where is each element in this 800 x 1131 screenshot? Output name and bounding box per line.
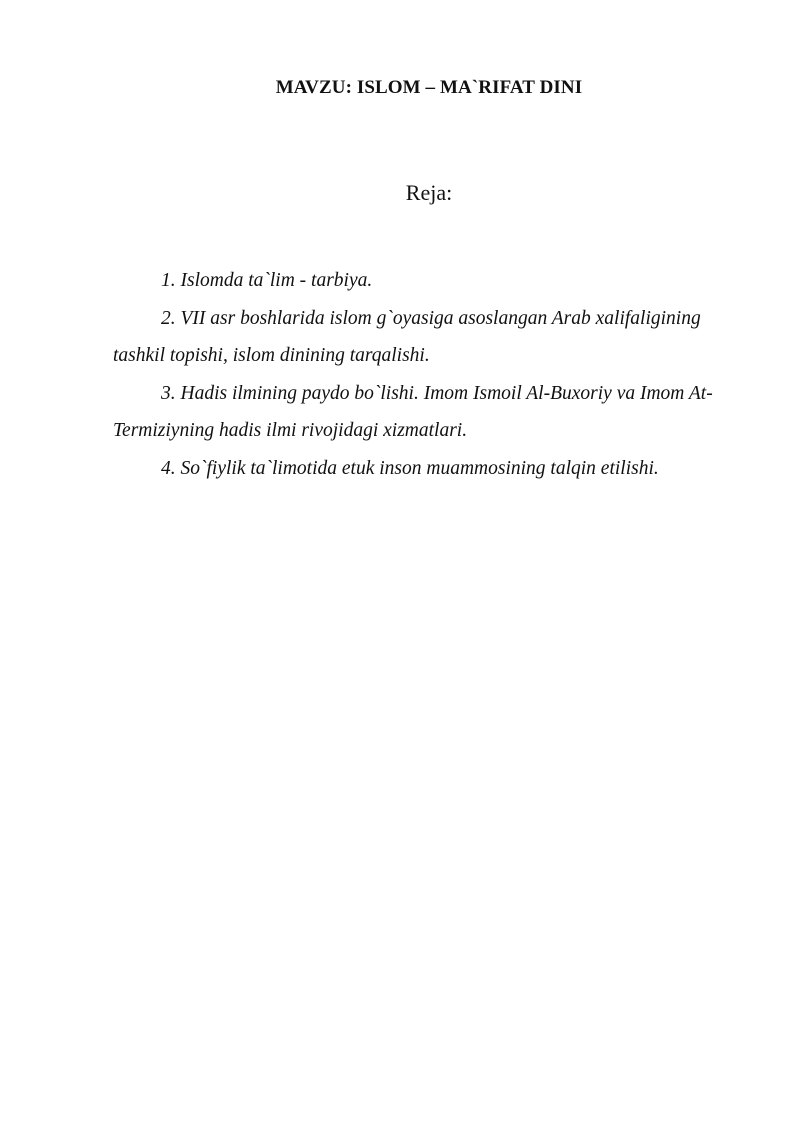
page-title — [0, 77, 800, 99]
plan-item-4: 4. So`fiylik ta`limotida etuk inson muammosining talqin etilishi. — [161, 457, 659, 479]
page-title-text: MAVZU: ISLOM – MA`RIFAT DINI — [275, 77, 583, 98]
plan-item-2: 2. VII asr boshlarida islom g`oyasiga asoslangan Arab xalifaligining tashkil topishi, islom dinining tarqalishi. — [113, 307, 701, 366]
plan-heading: Reja: — [405, 180, 453, 205]
plan-list — [113, 262, 753, 487]
plan-item-1: 1. Islomda ta`lim - tarbiya. — [161, 270, 373, 291]
plan-item-3: 3. Hadis ilmining paydo bo`lishi. Imom Ismoil Al-Buxoriy va Imom At-Termiziyning hadis ilmi rivojidagi xizmatlari. — [113, 382, 713, 441]
